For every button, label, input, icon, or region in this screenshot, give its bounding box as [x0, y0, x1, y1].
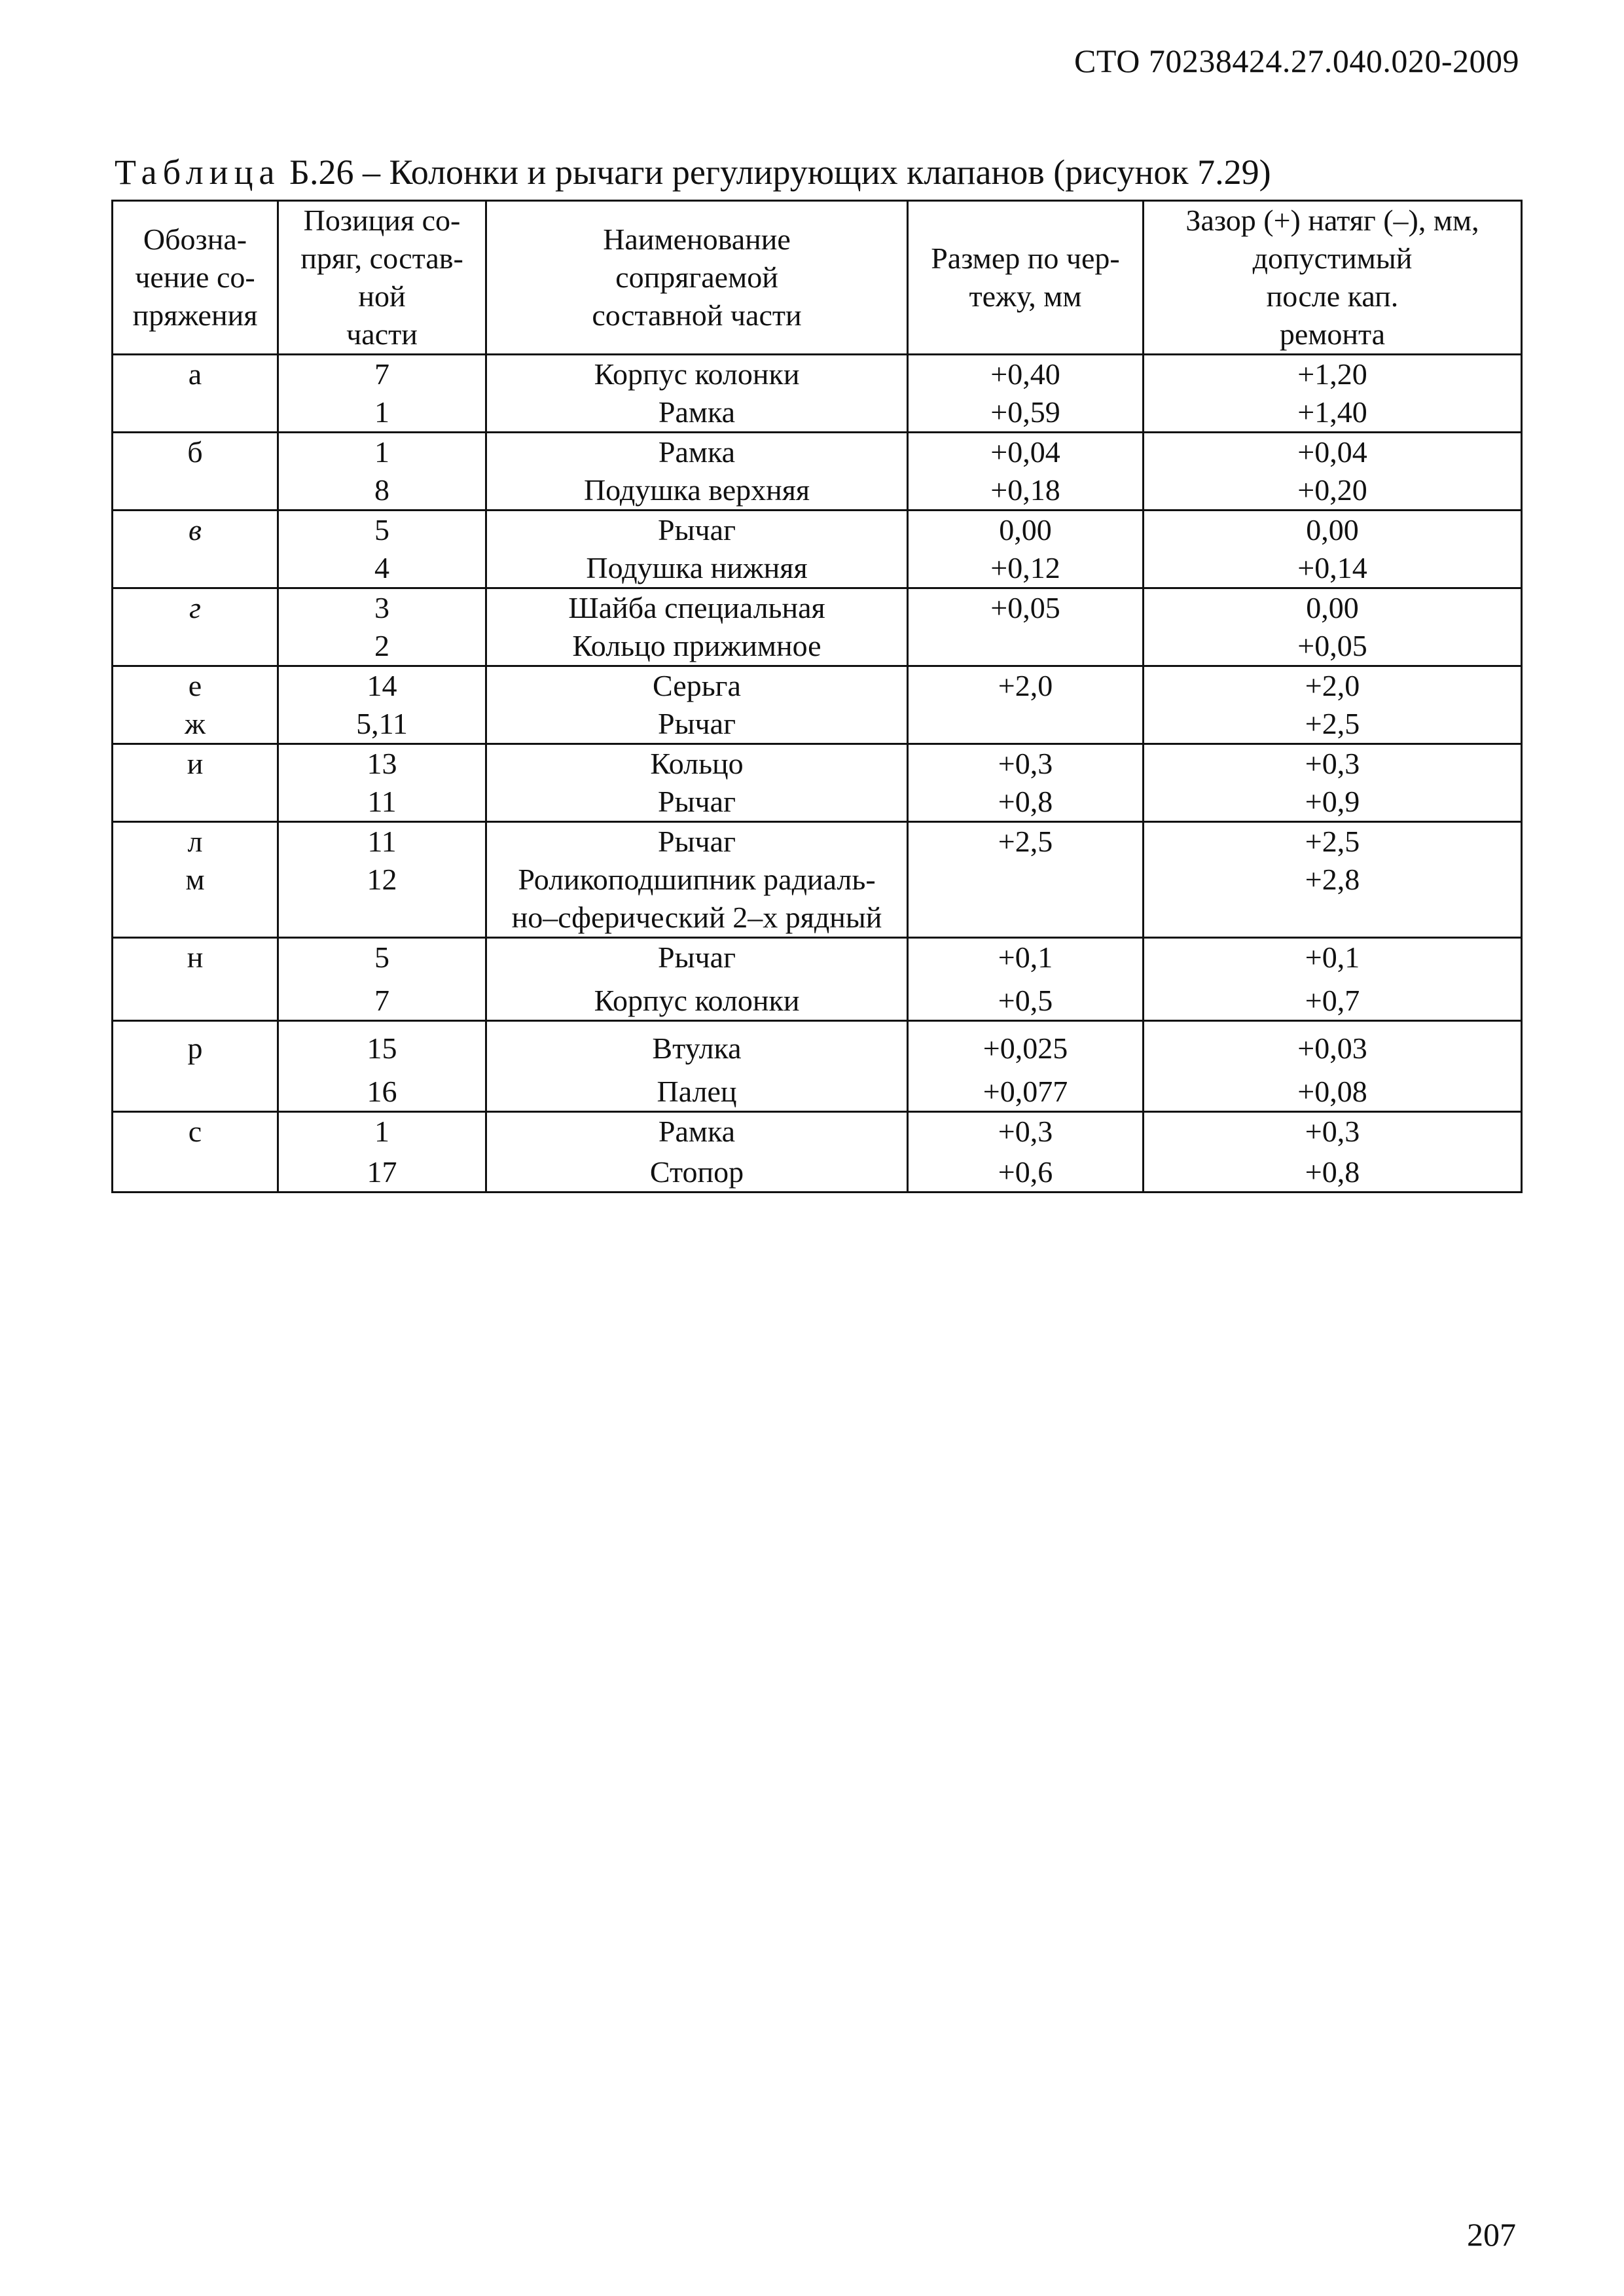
cell-position: 3 [278, 588, 486, 628]
cell-position: 7 [278, 355, 486, 394]
cell-drawing-size [908, 861, 1144, 899]
cell-drawing-size: +0,3 [908, 744, 1144, 783]
table-row [113, 938, 1522, 977]
cell-name: Серьга [486, 666, 908, 706]
table-row [113, 899, 1522, 938]
cell-name: Палец [486, 1067, 908, 1112]
cell-drawing-size: +0,1 [908, 938, 1144, 977]
cell-name: Рычаг [486, 938, 908, 977]
cell-drawing-size [908, 705, 1144, 744]
table-row [113, 861, 1522, 899]
cell-position: 7 [278, 977, 486, 1021]
cell-designation: а [113, 355, 278, 394]
cell-name: но–сферический 2–х рядный [486, 899, 908, 938]
header-line: чение со- [135, 260, 255, 294]
cell-drawing-size: +0,18 [908, 471, 1144, 511]
cell-designation [113, 627, 278, 666]
table-row [113, 783, 1522, 822]
table-row [113, 666, 1522, 706]
cell-drawing-size: +0,5 [908, 977, 1144, 1021]
header-line: части [346, 317, 418, 351]
table-row [113, 977, 1522, 1021]
cell-drawing-size: +0,8 [908, 783, 1144, 822]
cell-clearance: +0,04 [1144, 433, 1522, 472]
cell-designation [113, 549, 278, 588]
cell-clearance: +0,08 [1144, 1067, 1522, 1112]
cell-position: 11 [278, 783, 486, 822]
cell-name: Корпус колонки [486, 977, 908, 1021]
cell-clearance: +1,40 [1144, 393, 1522, 433]
cell-position: 1 [278, 433, 486, 472]
cell-drawing-size: +2,5 [908, 822, 1144, 861]
cell-name: Рамка [486, 1112, 908, 1151]
cell-position: 17 [278, 1151, 486, 1193]
table-row [113, 1067, 1522, 1112]
cell-drawing-size: +0,6 [908, 1151, 1144, 1193]
cell-name: Рамка [486, 433, 908, 472]
cell-drawing-size [908, 899, 1144, 938]
cell-name: Кольцо [486, 744, 908, 783]
cell-name: Шайба специальная [486, 588, 908, 628]
cell-designation: е [113, 666, 278, 706]
cell-designation [113, 977, 278, 1021]
header-line: после кап. [1266, 279, 1399, 313]
cell-name: Корпус колонки [486, 355, 908, 394]
cell-drawing-size: +0,077 [908, 1067, 1144, 1112]
cell-clearance: +0,9 [1144, 783, 1522, 822]
cell-designation: ж [113, 705, 278, 744]
cell-position: 13 [278, 744, 486, 783]
cell-position: 8 [278, 471, 486, 511]
header-line: сопрягаемой [615, 260, 778, 294]
table-caption-prefix: Таблица [115, 152, 281, 192]
cell-position: 12 [278, 861, 486, 899]
table-body [113, 355, 1522, 1193]
table-caption [115, 152, 1271, 192]
cell-drawing-size [908, 627, 1144, 666]
header-line: ремонта [1279, 317, 1386, 351]
cell-position: 15 [278, 1021, 486, 1068]
cell-drawing-size: +0,12 [908, 549, 1144, 588]
cell-designation [113, 1067, 278, 1112]
cell-clearance: +0,14 [1144, 549, 1522, 588]
header-cell-drawing-size [908, 201, 1144, 355]
cell-position: 14 [278, 666, 486, 706]
cell-designation: г [113, 588, 278, 628]
cell-designation: р [113, 1021, 278, 1068]
table-header [113, 201, 1522, 355]
table-row [113, 1151, 1522, 1193]
cell-position: 5,11 [278, 705, 486, 744]
cell-position: 2 [278, 627, 486, 666]
header-line: Позиция со- [303, 204, 461, 237]
header-line: допустимый [1252, 242, 1413, 275]
cell-drawing-size: +0,025 [908, 1021, 1144, 1068]
table-row [113, 588, 1522, 628]
cell-position: 5 [278, 938, 486, 977]
cell-designation: б [113, 433, 278, 472]
cell-clearance: +0,20 [1144, 471, 1522, 511]
cell-drawing-size: +0,3 [908, 1112, 1144, 1151]
cell-clearance: +0,3 [1144, 744, 1522, 783]
cell-drawing-size: +2,0 [908, 666, 1144, 706]
cell-clearance: +0,8 [1144, 1151, 1522, 1193]
header-cell-designation [113, 201, 278, 355]
cell-position: 5 [278, 511, 486, 550]
table-row [113, 744, 1522, 783]
cell-designation [113, 1151, 278, 1193]
table-row [113, 511, 1522, 550]
table-row [113, 705, 1522, 744]
table-row [113, 433, 1522, 472]
table-row [113, 393, 1522, 433]
cell-drawing-size: +0,05 [908, 588, 1144, 628]
header-line: Обозна- [143, 223, 247, 256]
cell-name: Подушка нижняя [486, 549, 908, 588]
cell-name: Рычаг [486, 822, 908, 861]
spec-table [111, 200, 1523, 1193]
header-line: ной [358, 279, 406, 313]
document-code: СТО 70238424.27.040.020-2009 [1074, 43, 1519, 79]
table-row [113, 549, 1522, 588]
cell-clearance: +2,0 [1144, 666, 1522, 706]
header-cell-clearance [1144, 201, 1522, 355]
cell-designation [113, 393, 278, 433]
header-cell-name [486, 201, 908, 355]
cell-designation: н [113, 938, 278, 977]
cell-name: Рычаг [486, 783, 908, 822]
cell-name: Стопор [486, 1151, 908, 1193]
table-row [113, 1112, 1522, 1151]
cell-position: 1 [278, 1112, 486, 1151]
cell-clearance: +2,5 [1144, 705, 1522, 744]
cell-designation: в [113, 511, 278, 550]
table-row [113, 355, 1522, 394]
header-line: Зазор (+) натяг (–), мм, [1185, 204, 1479, 237]
page-number: 207 [1467, 2216, 1516, 2253]
cell-clearance [1144, 899, 1522, 938]
cell-name: Рычаг [486, 511, 908, 550]
header-line: Наименование [603, 223, 791, 256]
cell-position: 1 [278, 393, 486, 433]
cell-designation: с [113, 1112, 278, 1151]
cell-designation [113, 783, 278, 822]
cell-clearance: +0,3 [1144, 1112, 1522, 1151]
cell-name: Рамка [486, 393, 908, 433]
cell-clearance: +2,5 [1144, 822, 1522, 861]
header-line: Размер по чер- [931, 242, 1120, 275]
cell-clearance: +2,8 [1144, 861, 1522, 899]
header-line: пряг, состав- [300, 242, 463, 275]
table-row [113, 822, 1522, 861]
cell-drawing-size: 0,00 [908, 511, 1144, 550]
header-cell-position [278, 201, 486, 355]
cell-designation [113, 899, 278, 938]
cell-position: 16 [278, 1067, 486, 1112]
cell-drawing-size: +0,59 [908, 393, 1144, 433]
cell-designation: л [113, 822, 278, 861]
cell-designation: м [113, 861, 278, 899]
cell-position: 11 [278, 822, 486, 861]
table-row [113, 471, 1522, 511]
cell-drawing-size: +0,40 [908, 355, 1144, 394]
cell-designation [113, 471, 278, 511]
cell-name: Подушка верхняя [486, 471, 908, 511]
cell-clearance: +1,20 [1144, 355, 1522, 394]
cell-position [278, 899, 486, 938]
cell-clearance: 0,00 [1144, 511, 1522, 550]
header-line: составной части [592, 298, 802, 332]
cell-clearance: +0,05 [1144, 627, 1522, 666]
cell-designation: и [113, 744, 278, 783]
table-row [113, 1021, 1522, 1068]
cell-clearance: 0,00 [1144, 588, 1522, 628]
cell-name: Кольцо прижимное [486, 627, 908, 666]
cell-name: Рычаг [486, 705, 908, 744]
cell-clearance: +0,03 [1144, 1021, 1522, 1068]
cell-name: Втулка [486, 1021, 908, 1068]
cell-clearance: +0,7 [1144, 977, 1522, 1021]
cell-drawing-size: +0,04 [908, 433, 1144, 472]
table-row [113, 627, 1522, 666]
header-line: пряжения [132, 298, 258, 332]
header-row [113, 201, 1522, 355]
table-caption-text: Б.26 – Колонки и рычаги регулирующих клапанов (рисунок 7.29) [289, 152, 1271, 192]
cell-position: 4 [278, 549, 486, 588]
cell-name: Роликоподшипник радиаль- [486, 861, 908, 899]
header-line: тежу, мм [969, 279, 1082, 313]
cell-clearance: +0,1 [1144, 938, 1522, 977]
